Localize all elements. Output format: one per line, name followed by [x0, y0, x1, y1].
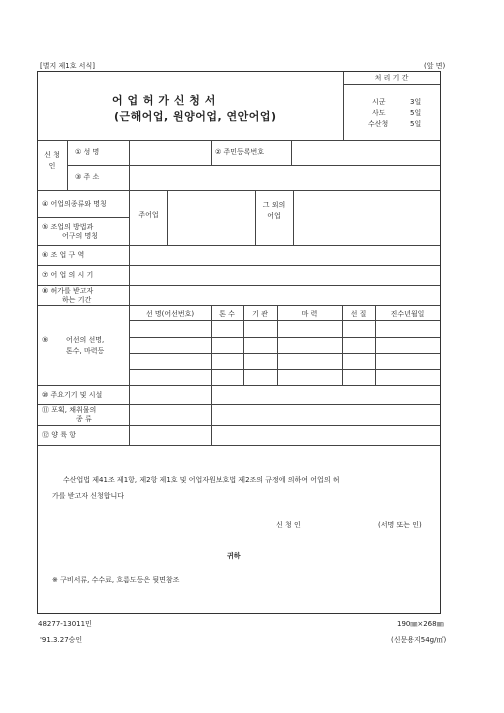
processing-who-3: 수산청: [368, 120, 389, 128]
fishing-season-label: ⑦ 어 업 의 시 기: [42, 271, 94, 279]
applicant-label: 신 청 인: [44, 151, 60, 170]
vessel-info-label-2: 톤수, 마력등: [66, 347, 105, 355]
attachment-note: ※ 구비서류, 수수료, 흐름도등은 뒷면참조: [52, 576, 180, 584]
signature-note: (서명 또는 인): [378, 521, 422, 529]
equipment-label: ⑩ 주요기기 및 시설: [42, 391, 103, 399]
name-field[interactable]: [130, 141, 210, 164]
vessel-table-body[interactable]: [130, 321, 439, 384]
processing-days-2: 5일: [410, 109, 422, 117]
fishing-method-label-2: 어구의 명칭: [62, 232, 99, 240]
catch-type-label-2: 종 류: [76, 415, 92, 423]
vessel-header-hull: 선 질: [350, 310, 367, 318]
address-field[interactable]: [130, 166, 439, 189]
processing-days-3: 5일: [410, 120, 422, 128]
permit-period-label-2: 하는 기간: [62, 296, 92, 304]
permit-period-label-1: ⑧ 허가를 받고자: [42, 287, 94, 295]
fishing-area-label: ⑥ 조 업 구 역: [42, 251, 85, 259]
processing-who-1: 시군: [372, 98, 386, 106]
fishery-type-label: ④ 어업의종류와 명칭: [42, 200, 107, 208]
landing-port-field[interactable]: [130, 426, 439, 444]
applicant-sign-label: 신 청 인: [276, 521, 301, 529]
vessel-header-engine: 기 관: [252, 310, 268, 318]
paper-type: (신문용지54g/㎡): [391, 636, 447, 644]
processing-who-2: 사도: [372, 109, 386, 117]
vessel-header-tonnage: 톤 수: [219, 310, 235, 318]
other-fishery-field[interactable]: [294, 191, 439, 244]
form-label: [별지 제1호 서식]: [40, 62, 95, 70]
fishing-method-label-1: ⑤ 조업의 방법과: [42, 223, 94, 231]
applicant-signature-field[interactable]: [312, 517, 372, 531]
landing-port-label: ⑫ 양 륙 항: [42, 431, 76, 439]
fishing-season-field[interactable]: [130, 266, 439, 284]
vessel-header-horsepower: 마 력: [301, 310, 318, 318]
main-fishery-field[interactable]: [168, 191, 254, 244]
paper-size: 190㎜×268㎜: [397, 620, 444, 628]
address-label: ③ 주 소: [75, 173, 100, 181]
vessel-info-number: ⑨: [42, 336, 49, 344]
permit-period-field[interactable]: [130, 286, 439, 304]
form-title: 어 업 허 가 신 청 서: [112, 94, 216, 107]
vessel-info-label-1: 어선의 선명,: [66, 336, 105, 344]
side-label: (앞 면): [424, 62, 446, 70]
other-fishery-label: 그 외의 어업: [262, 201, 286, 221]
main-fishery-label: 주어업: [138, 211, 159, 219]
equipment-field[interactable]: [130, 386, 439, 403]
processing-period-label: 처 리 기 간: [374, 74, 409, 82]
statement-line-1: 수산업법 제41조 제1항, 제2항 제1호 및 어업자원보호법 제2조의 규정에 의하여 어업의 허: [63, 476, 340, 484]
fishing-area-field[interactable]: [130, 246, 439, 264]
recipient-honorific: 귀하: [227, 552, 241, 560]
vessel-header-launch-date: 진수년월일: [390, 310, 425, 318]
statement-line-2: 가를 받고자 신청합니다: [52, 492, 125, 500]
catch-type-field[interactable]: [130, 405, 439, 424]
processing-days-1: 3일: [410, 98, 422, 106]
vessel-header-name: 선 명(어선번호): [145, 310, 195, 318]
approval-date: '91.3.27승인: [40, 636, 83, 644]
catch-type-label-1: ⑪ 포획, 채취물의: [42, 406, 97, 414]
resident-id-field[interactable]: [292, 141, 439, 164]
form-code: 48277-13011민: [38, 620, 92, 628]
resident-id-label: ② 주민등록번호: [215, 148, 265, 156]
name-label: ① 성 명: [75, 148, 100, 156]
form-subtitle: (근해어업, 원양어업, 연안어업): [114, 110, 277, 123]
